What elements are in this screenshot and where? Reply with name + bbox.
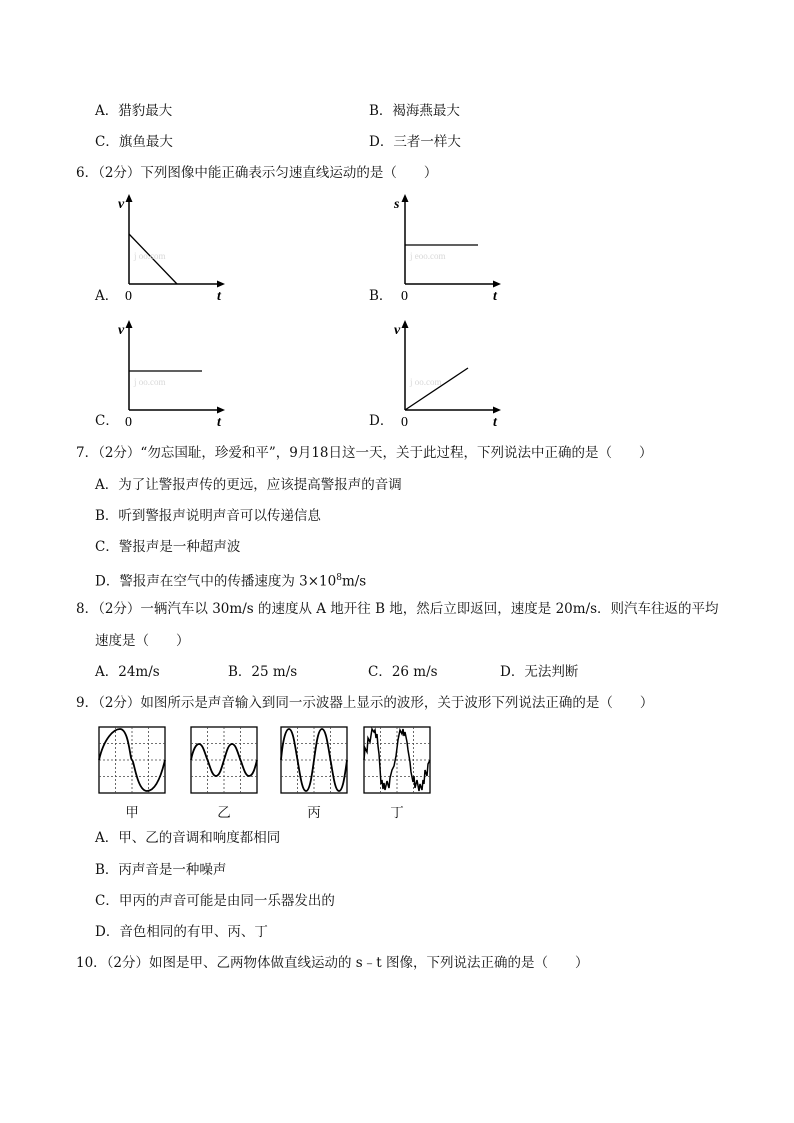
q6-graph-b-y-axis-label: s: [394, 197, 400, 212]
q9-waveform-ding: [363, 726, 431, 794]
q9-waveform-yi-label: 乙: [217, 805, 231, 821]
q6-graph-d-origin: 0: [401, 415, 408, 430]
q6-graph-c-y-axis-label: v: [118, 323, 125, 338]
q7-option-d-unit: m/s: [341, 573, 367, 590]
q10-stem: 10．（2分）如图是甲、乙两物体做直线运动的 s﹣t 图像，下列说法正确的是（ ）: [76, 955, 589, 971]
q6-graph-c-x-axis-label: t: [217, 415, 221, 430]
q6-graph-a-x-axis-label: t: [217, 289, 221, 304]
q6-graph-c-watermark: j oo.com: [134, 377, 166, 387]
q6-graph-a: [115, 192, 235, 307]
q8-option-c: C．26 m/s: [368, 664, 438, 680]
q6-graph-a-y-axis-label: v: [118, 197, 125, 212]
q7-option-d: [95, 569, 366, 591]
q7-option-d-exponent: 8: [336, 573, 342, 583]
q6-graph-d-watermark: j oo.com: [410, 377, 442, 387]
q6-graph-b-origin: 0: [401, 289, 408, 304]
q6-option-a-label: A．: [95, 288, 119, 304]
q7-option-a: A．为了让警报声传的更远，应该提高警报声的音调: [95, 477, 402, 493]
q7-option-c: C．警报声是一种超声波: [95, 539, 241, 555]
q6-graph-a-watermark: j oo.com: [134, 251, 166, 261]
q7-stem: 7．（2分）“勿忘国耻，珍爱和平”，9月18日这一天，关于此过程，下列说法中正确的是（ ）: [76, 445, 653, 461]
q8-option-a: A．24m/s: [95, 664, 160, 680]
q5-option-d: D．三者一样大: [369, 134, 461, 150]
q6-option-d-label: D．: [369, 413, 394, 429]
q6-graph-d-x-axis-label: t: [493, 415, 497, 430]
q9-option-a: A．甲、乙的音调和响度都相同: [95, 830, 281, 846]
q8-option-b: B．25 m/s: [228, 664, 298, 680]
q5-option-b: B．褐海燕最大: [369, 103, 460, 119]
q8-stem-line1: 8．（2分）一辆汽车以 30m/s 的速度从 A 地开往 B 地，然后立即返回，速度是 20m/s．则汽车往返的平均: [76, 601, 719, 617]
q6-graph-d-y-axis-label: v: [394, 323, 401, 338]
q8-stem-line2: 速度是（ ）: [95, 633, 190, 649]
q9-stem: 9．（2分）如图所示是声音输入到同一示波器上显示的波形，关于波形下列说法正确的是（ ）: [76, 695, 654, 711]
q9-option-c: C．甲丙的声音可能是由同一乐器发出的: [95, 893, 335, 909]
q5-option-a: A．猎豹最大: [95, 103, 173, 119]
q6-graph-b-watermark: j eoo.com: [410, 251, 446, 261]
q9-waveform-yi: [190, 726, 258, 794]
q6-stem: 6．（2分）下列图像中能正确表示匀速直线运动的是（ ）: [76, 165, 438, 181]
q6-graph-c-origin: 0: [125, 415, 132, 430]
q5-option-c: C．旗鱼最大: [95, 134, 173, 150]
q9-option-d: D．音色相同的有甲、丙、丁: [95, 924, 268, 940]
q6-option-c-label: C．: [95, 413, 119, 429]
q6-graph-b-x-axis-label: t: [493, 289, 497, 304]
q9-waveform-bing-label: 丙: [307, 805, 321, 821]
q6-graph-a-origin: 0: [125, 289, 132, 304]
q6-graph-b: [391, 192, 511, 307]
q7-option-b: B．听到警报声说明声音可以传递信息: [95, 508, 321, 524]
q9-option-b: B．丙声音是一种噪声: [95, 862, 227, 878]
q8-option-d: D．无法判断: [500, 664, 579, 680]
q9-waveform-jia: [98, 726, 166, 794]
q9-waveform-bing: [280, 726, 348, 794]
q6-graph-d: [391, 318, 511, 433]
q9-waveform-ding-label: 丁: [390, 805, 404, 821]
q6-option-b-label: B．: [369, 288, 393, 304]
q9-waveform-jia-label: 甲: [125, 805, 139, 821]
q6-graph-c: [115, 318, 235, 433]
q7-option-d-text: D．警报声在空气中的传播速度为 3×10: [95, 573, 337, 590]
